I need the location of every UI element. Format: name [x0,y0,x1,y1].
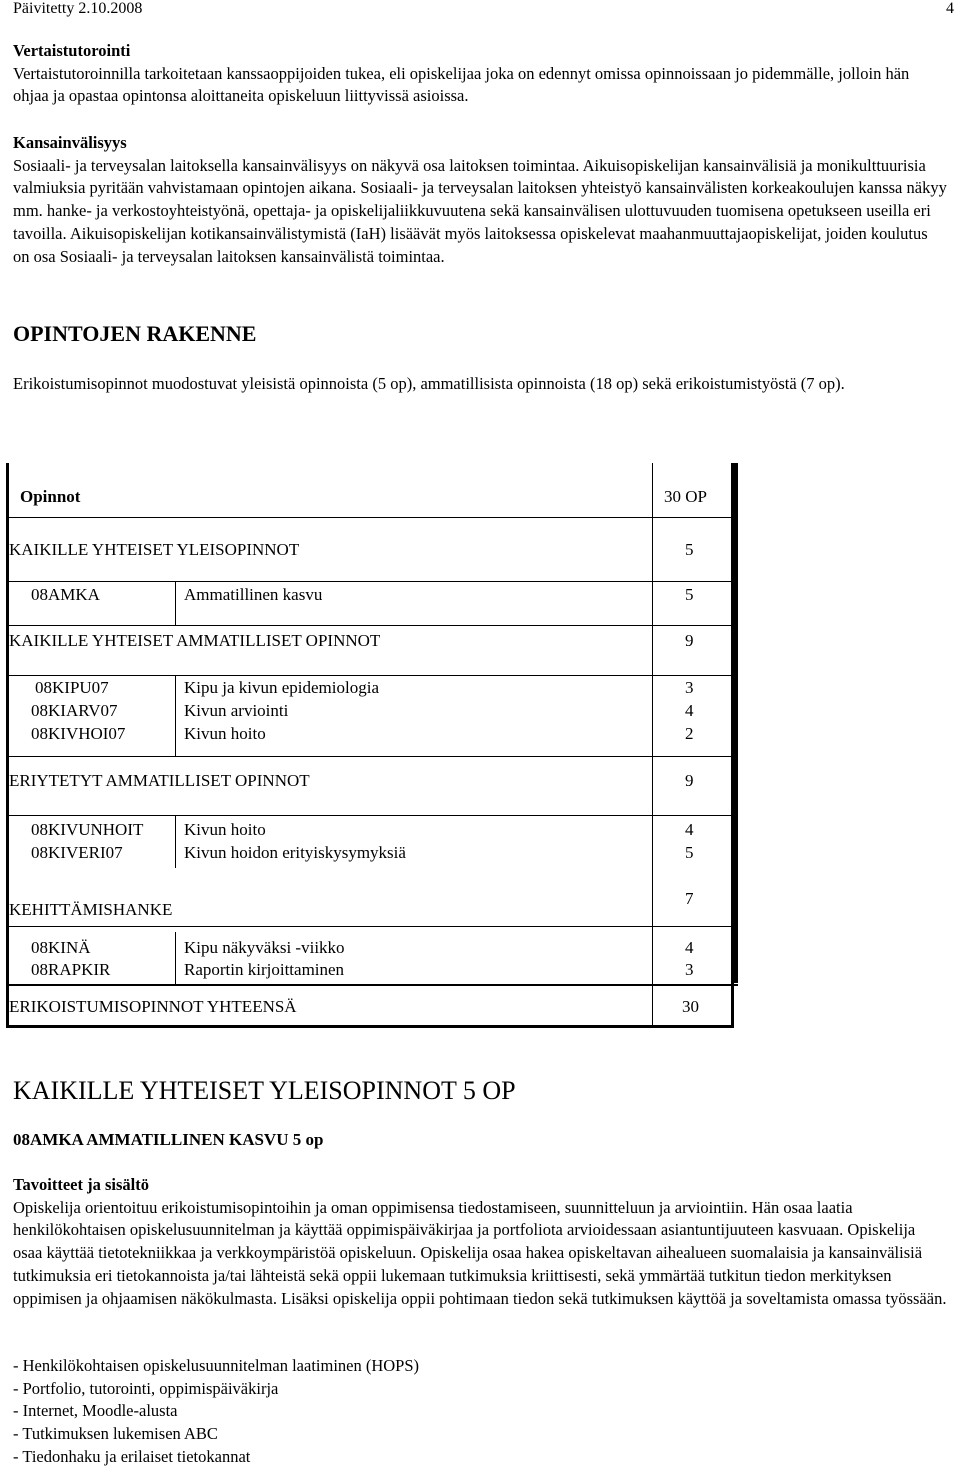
group-total: 9 [685,631,694,650]
course-code: 08AMKA [31,585,100,604]
course-name: Kivun arviointi [184,701,289,720]
header-op: 30 OP [664,487,707,506]
group-title: KAIKILLE YHTEISET YLEISOPINNOT [9,540,300,559]
course-name: Kivun hoito [184,724,266,743]
course-code: 08KIPU07 [35,678,109,697]
section-body: Sosiaali- ja terveysalan laitoksella kansainvälisyys on näkyvä osa laitoksen toimintaa. Aikuisopiskelijan kansainvälisiä ja monikulttuurisia valmiuksia pyritään vahvistamaan opintojen aikana. Sosiaali- ja terveysalan laitoksen yhteistyö kansainvälisten korkeakoulujen kanssa näkyy mm. hanke- ja verkostoyhteistyönä, opettaja- ja opiskelijaliikkuvuutena sekä kansainvälisen ulottuvuuden tuomisena opetukseen useilla eri tavoilla. Aikuisopiskelijan kotikansainvälistymistä (IaH) lisäävät myös laitoksessa opiskelevat maahanmuuttajaopiskelijat, joiden koulutus on osa Sosiaali- ja terveysalan laitoksen kansainvälistä toimintaa. [13,155,947,266]
study-table [6,463,734,1028]
structure-title: OPINTOJEN RAKENNE [13,321,257,346]
updated-date: Päivitetty 2.10.2008 [13,0,143,17]
group-total: 5 [685,540,694,559]
list-item: - Portfolio, tutorointi, oppimispäiväkirja [13,1378,279,1398]
section-body: Vertaistutoroinnilla tarkoitetaan kanssaoppijoiden tukea, eli opiskelijaa joka on edennyt omissa opinnoissaan jo pidemmälle, jolloin hän ohjaa ja opastaa opintonsa aloittaneita opiskeluun liittyvissä asioissa. [13,63,910,106]
course-op: 2 [685,724,694,743]
section-title: Vertaistutorointi [13,41,131,60]
course-op: 4 [685,820,694,839]
group-total: 9 [685,771,694,790]
list-item: - Henkilökohtaisen opiskelusuunnitelman laatiminen (HOPS) [13,1356,420,1375]
course-code: 08KINÄ [31,938,91,957]
goals-title: Tavoitteet ja sisältö [13,1175,149,1194]
list-item: - Internet, Moodle-alusta [13,1401,178,1421]
section-peer-tutoring [13,40,948,108]
course-op: 5 [685,585,694,604]
table-footer-label: ERIKOISTUMISOPINNOT YHTEENSÄ [9,997,297,1016]
section-internationality [13,132,948,268]
course-code: 08KIVHOI07 [31,724,126,743]
course-name: Kivun hoidon erityiskysymyksiä [184,843,406,862]
goals-section [13,1174,948,1310]
course-name: Raportin kirjoittaminen [184,960,345,979]
course-op: 4 [685,701,694,720]
section-title: Kansainvälisyys [13,133,127,152]
goals-body: Opiskelija orientoituu erikoistumisopintoihin ja oman oppimisensa tiedostamiseen, suunnitteluun ja arviointiin. Hän osaa laatia henkilökohtaisen opiskelusuunnitelman ja käyttää oppimispäiväkirjaa ja portfoliota arvioidessaan asiantuntijuuteen kasvuaan. Opiskelija osaa käyttää tietotekniikkaa ja verkkoympäristöä opiskeluun. Opiskelija osaa hakea opiskeltavan aihealueen suomalaisia ja kansainvälisiä tutkimuksia eri tietokannoista ja/tai lähteistä sekä oppii lukemaan tutkimuksia kriittisesti, sekä ymmärtää tutkitun tiedon merkityksen oppimisen ja ohjaamisen näkökulmasta. Lisäksi opiskelija oppii pohtimaan tiedon sekä tutkimuksen käyttöä ja soveltamista omassa työssään. [13,1197,947,1308]
group-title: ERIYTETYT AMMATILLISET OPINNOT [9,771,310,790]
topic-list [13,1355,948,1469]
course-code: 08RAPKIR [31,960,111,979]
course-name: Kipu ja kivun epidemiologia [184,678,379,697]
list-item: - Tiedonhaku ja erilaiset tietokannat [13,1446,251,1466]
course-name: Ammatillinen kasvu [184,585,323,604]
course-op: 3 [685,678,694,697]
course-name: Kipu näkyväksi -viikko [184,938,345,957]
header-label: Opinnot [20,487,81,506]
course-code: 08KIVUNHOIT [31,820,144,839]
course-name: Kivun hoito [184,820,266,839]
course-op: 5 [685,843,694,862]
page-number: 4 [946,0,954,17]
group-title: KEHITTÄMISHANKE [9,900,173,919]
course-op: 3 [685,960,694,979]
group-title: KAIKILLE YHTEISET AMMATILLISET OPINNOT [9,631,381,650]
course-op: 4 [685,938,694,957]
course-code: 08KIVERI07 [31,843,123,862]
course-title: 08AMKA AMMATILLINEN KASVU 5 op [13,1130,324,1149]
course-code: 08KIARV07 [31,701,118,720]
structure-body: Erikoistumisopinnot muodostuvat yleisistä opinnoista (5 op), ammatillisista opinnoista (18 op) sekä erikoistumistyöstä (7 op). [13,374,845,393]
table-footer-total: 30 [682,997,699,1016]
general-title: KAIKILLE YHTEISET YLEISOPINNOT 5 OP [13,1076,516,1105]
list-item: - Tutkimuksen lukemisen ABC [13,1424,218,1444]
group-total: 7 [685,889,694,908]
